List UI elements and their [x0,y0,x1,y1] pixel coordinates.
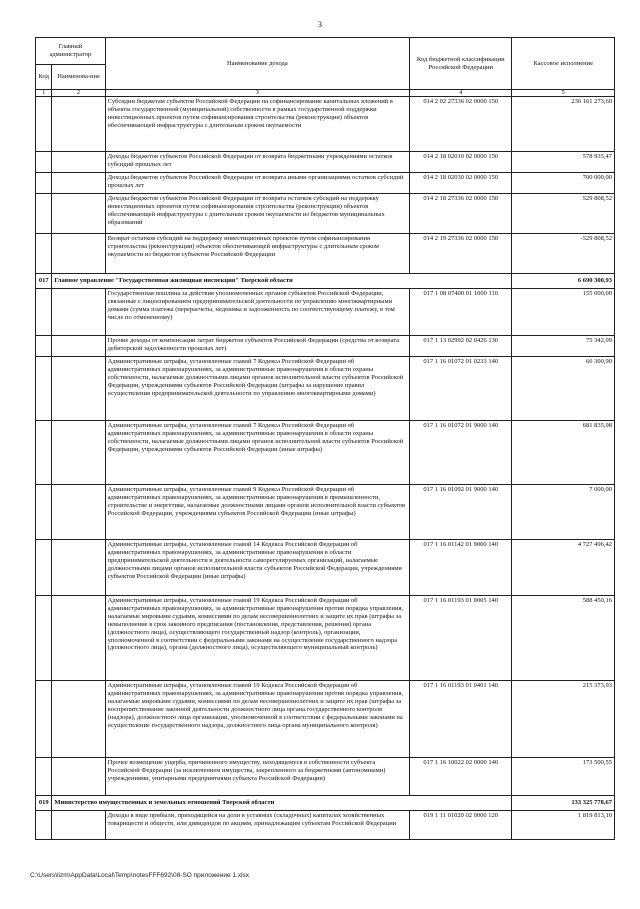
income-name: Государственная пошлина за действия уполномоченных органов субъектов Российской Федерации, связанные с лицензированием предпринимательской деятельности по управлению многоквартирными домами (сумма платежа (перерасчеты, недоимка и задолженность по соответствующему платежу, в том числе по отмененному) [105,289,409,336]
kbk-code: 017 1 16 01072 01 9000 140 [410,421,512,485]
col-num-1: 1 [36,90,52,97]
table-row [36,758,615,796]
admin-name-header: Наименова-ние [52,65,105,90]
income-name: Административные штрафы, установленные главой 7 Кодекса Российской Федерации об административных правонарушениях, за административные правонарушения в области охраны собственности, налагаемые должностными лицами органов исполнительной власти субъектов Российской Федерации, учреждениями субъектов Российской Федерации (иные штрафы) [105,421,409,485]
table-row [36,336,615,357]
income-name: Доходы бюджетов субъектов Российской Федерации от возврата остатков субсидий на поддержку инвестиционных проектов путем софинансирования строительства (реконструкции) объектов обеспечивающей инфраструктуры с длительным сроком окупаемости из бюджетов муниципальных образований [105,194,409,234]
cash-execution-header: Кассовое исполнение [512,38,615,90]
kbk-code: 019 1 11 01020 02 0000 120 [410,811,512,840]
amount: 7 000,00 [512,485,615,540]
income-name: Административные штрафы, установленные главой 19 Кодекса Российской Федерации об административных правонарушениях, за административные правонарушения против порядка управления, налагаемые мировыми судьями, комиссиями по делам несовершеннолетних и защите их прав (штрафы за невыполнение в срок законного предписания (постановления, представления, решения) органа (должностного лица), осуществляющего государственный надзор (контроль), организации, уполномоченной в соответствии с федеральными законами на осуществление государственного надзора (должностного лица), органа (должностного лица), осуществляющего муниципальный контроль) [105,596,409,681]
kbk-header: Код бюджетной классификации Российской Федерации [410,38,512,90]
table-row [36,421,615,485]
kbk-code: 017 1 16 01193 01 0005 140 [410,596,512,681]
table-row [36,540,615,596]
section-total: 6 690 300,93 [512,274,615,289]
col-num-5: 5 [512,90,615,97]
table-row [36,152,615,173]
section-total: 133 325 778,67 [512,796,615,811]
income-name: Административные штрафы, установленные главой 14 Кодекса Российской Федерации об административных правонарушениях, за административные правонарушения в области предпринимательской деятельности и деятельности саморегулируемых организаций, налагаемые должностными лицами органов исполнительной власти субъектов Российской Федерации, учреждениями субъектов Российской Федерации (иные штрафы) [105,540,409,596]
kbk-code: 014 2 18 27336 02 0000 150 [410,194,512,234]
table-row [36,485,615,540]
col-num-4: 4 [410,90,512,97]
code-header: Код [36,65,52,90]
kbk-code: 014 2 02 27336 02 0000 150 [410,97,512,152]
section-row [36,274,615,289]
amount: 681 835,98 [512,421,615,485]
table-row [36,97,615,152]
kbk-code: 014 2 18 02030 02 0000 150 [410,173,512,194]
income-name-header: Наименование дохода [105,38,409,90]
amount: 578 935,47 [512,152,615,173]
income-name: Доходы бюджетов субъектов Российской Федерации от возврата бюджетными учреждениями остатков субсидий прошлых лет [105,152,409,173]
col-num-2: 2 [52,90,105,97]
chief-admin-header: Главный администратор [36,38,106,65]
income-name: Прочие доходы от компенсации затрат бюджетов субъектов Российской Федерации (средства от возврата дебиторской задолженности прошлых лет) [105,336,409,357]
income-name: Доходы в виде прибыли, приходящейся на доли в уставных (складочных) капиталах хозяйственных товариществ и обществ, или дивидендов по акциям, принадлежащим субъектам Российской Федерации [105,811,409,840]
amount: 75 342,99 [512,336,615,357]
admin-code: 019 [36,796,52,811]
table-row [36,596,615,681]
kbk-code: 017 1 16 01092 01 9000 140 [410,485,512,540]
income-name: Прочее возмещение ущерба, причиненного имуществу, находящемуся в собственности субъекта Российской Федерации (за исключением имущества, закрепленного за бюджетными (автономными) учреждениями, унитарными предприятиями субъекта Российской Федерации) [105,758,409,796]
page-number: 3 [318,20,322,29]
amount: 529 808,52 [512,194,615,234]
kbk-code: 017 1 16 01072 01 0233 140 [410,357,512,421]
income-name: Административные штрафы, установленные главой 9 Кодекса Российской Федерации об административных правонарушениях, за административные правонарушения в промышленности, строительстве и энергетике, налагаемые должностными лицами органов исполнительной власти субъектов Российской Федерации, учреждениями субъектов Российской Федерации (иные штрафы) [105,485,409,540]
table-row [36,234,615,274]
table-row [36,194,615,234]
revenue-table [35,37,615,840]
income-name: Административные штрафы, установленные главой 7 Кодекса Российской Федерации об административных правонарушениях, за административные правонарушения в области охраны собственности, налагаемые должностными лицами органов исполнительной власти субъектов Российской Федерации, учреждениями субъектов Российской Федерации (штрафы за нарушение правил осуществления предпринимательской деятельности по управлению многоквартирными домами) [105,357,409,421]
income-name: Административные штрафы, установленные главой 19 Кодекса Российской Федерации об административных правонарушениях, за административные правонарушения против порядка управления, налагаемые мировыми судьями, комиссиями по делам несовершеннолетних и защите их прав (штрафы за воспрепятствование законной деятельности должностного лица органа государственного контроля (надзора), должностного лица организации, уполномоченной в соответствии с федеральными законами на осуществление государственного надзора, должностного лица органа муниципального контроля) [105,681,409,758]
amount: 155 000,00 [512,289,615,336]
amount: 1 819 813,10 [512,811,615,840]
kbk-code: 017 1 13 02992 02 0426 130 [410,336,512,357]
amount: 66 300,90 [512,357,615,421]
amount: 700 000,00 [512,173,615,194]
table-row [36,357,615,421]
table-row [36,811,615,840]
table-row [36,681,615,758]
amount: 215 373,93 [512,681,615,758]
income-name: Возврат остатков субсидий на поддержку инвестиционных проектов путем софинансирования строительства (реконструкции) объектов обеспечивающей инфраструктуры с длительным сроком окупаемости из бюджетов субъектов Российской Федерации [105,234,409,274]
kbk-code: 014 2 18 02010 02 0000 150 [410,152,512,173]
amount: 4 727 496,42 [512,540,615,596]
table-row [36,289,615,336]
income-name: Доходы бюджетов субъектов Российской Федерации от возврата иными организациями остатков субсидий прошлых лет [105,173,409,194]
col-num-3: 3 [105,90,409,97]
file-path-footer: C:\Users\lizm\AppData\Local\Temp\notesFFF692\08-SO приложение 1.xlsx [30,872,250,879]
kbk-code: 017 1 16 01193 01 0401 140 [410,681,512,758]
admin-name: Главное управление "Государственная жилищная инспекция" Тверской области [52,274,512,289]
section-row [36,796,615,811]
income-name: Субсидии бюджетам субъектов Российской Федерации на софинансирование капитальных вложений в объекты государственной (муниципальной) собственности в рамках государственной поддержки инвестиционных проектов путем софинансирования строительства (реконструкции) объектов обеспечивающей инфраструктуры с длительным сроком окупаемости [105,97,409,152]
kbk-code: 014 2 19 27336 02 0000 150 [410,234,512,274]
kbk-code: 017 1 08 07400 01 1000 110 [410,289,512,336]
admin-code: 017 [36,274,52,289]
kbk-code: 017 1 16 01142 01 9000 140 [410,540,512,596]
amount: 173 500,55 [512,758,615,796]
kbk-code: 017 1 16 10022 02 0000 140 [410,758,512,796]
amount: 588 450,16 [512,596,615,681]
admin-name: Министерство имущественных и земельных отношений Тверской области [52,796,512,811]
amount: -529 808,52 [512,234,615,274]
table-row [36,173,615,194]
amount: 236 161 273,60 [512,97,615,152]
